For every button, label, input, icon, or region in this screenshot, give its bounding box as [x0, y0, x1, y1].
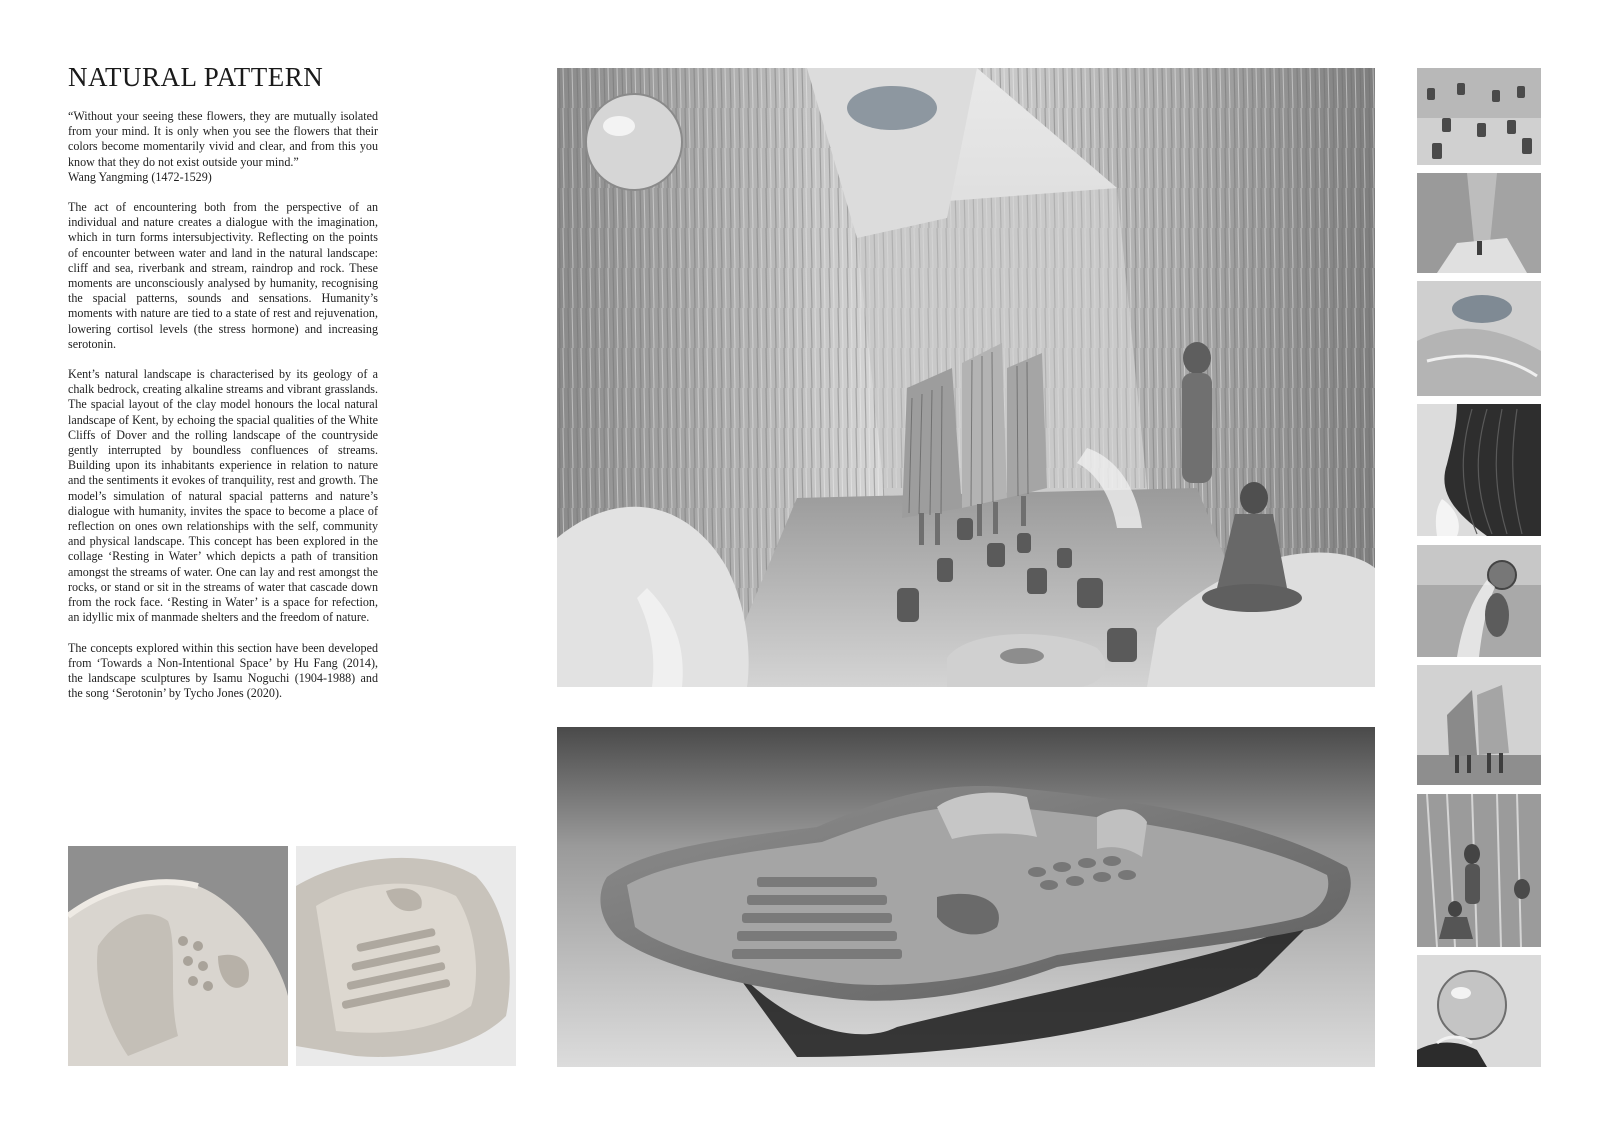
thumbnail-hair-image: [1417, 404, 1541, 536]
clay-model-detail-image-2: [296, 846, 516, 1066]
thumbnail-waterfall-figures-image: [1417, 794, 1541, 947]
text-column: [68, 109, 378, 716]
thumbnail-glass-sphere-hands-image: [1417, 955, 1541, 1067]
thumbnail-cliffs-image: [1417, 173, 1541, 273]
quote: [68, 109, 378, 185]
paragraph-kent-landscape: Kent’s natural landscape is characterised by its geology of a chalk bedrock, creating alkaline streams and vibrant grasslands. The spacial layout of the clay model honours the local natural landscape of Kent, by echoing the spacial qualities of the White Cliffs of Dover and the rolling landscape of the countryside gently interrupted by boundless confluences of streams. Building upon its inhabitants experience in relation to nature and the sentiments it evokes of tranquility, rest and growth. The model’s simulation of natural spacial patterns and nature’s dialogue with humanity, invites the space to become a place of reflection on ones own relationships with the self, community and physical landscape. This concept has been explored in the collage ‘Resting in Water’ which depicts a path of transition amongst the streams of water. One can lay and rest amongst the rocks, or stand or sit in the streams of water that cascade down from the rock face. ‘Resting in Water’ is a space for refection, an idyllic mix of manmade shelters and the freedom of nature.: [68, 367, 378, 625]
thumbnail-shelter-figures-image: [1417, 665, 1541, 785]
page-title: NATURAL PATTERN: [68, 62, 324, 92]
thumbnail-sky-opening-image: [1417, 281, 1541, 396]
thumbnail-pouring-water-image: [1417, 545, 1541, 657]
paragraph-concepts: The concepts explored within this section have been developed from ‘Towards a Non-Intentional Space’ by Hu Fang (2014), the landscape sculptures by Isamu Noguchi (1904-1988) and the song ‘Serotonin’ by Tycho Jones (2020).: [68, 640, 378, 701]
quote-text: “Without your seeing these flowers, they are mutually isolated from your mind. It is only when you see the flowers that their colors become momentarily vivid and clear, and from this you know that they do not exist outside your mind.”: [68, 109, 378, 169]
thumbnail-rocks-image: [1417, 68, 1541, 165]
collage-resting-in-water-image: [557, 68, 1375, 687]
quote-author: Wang Yangming (1472-1529): [68, 169, 212, 184]
paragraph-encounter: The act of encountering both from the perspective of an individual and nature creates a dialogue with the imagination, which in turn forms intersubjectivity. Reflecting on the points of encounter between water and land in the natural landscape: cliff and sea, riverbank and stream, raindrop and rock. These moments are unconsciously analysed by humanity, recognising the spacial patterns, sounds and sensations. Humanity’s moments with nature are tied to a state of rest and rejuvenation, lowering cortisol levels (the stress hormone) and increasing serotonin.: [68, 200, 378, 351]
clay-model-image: [557, 727, 1375, 1067]
clay-model-detail-image-1: [68, 846, 288, 1066]
